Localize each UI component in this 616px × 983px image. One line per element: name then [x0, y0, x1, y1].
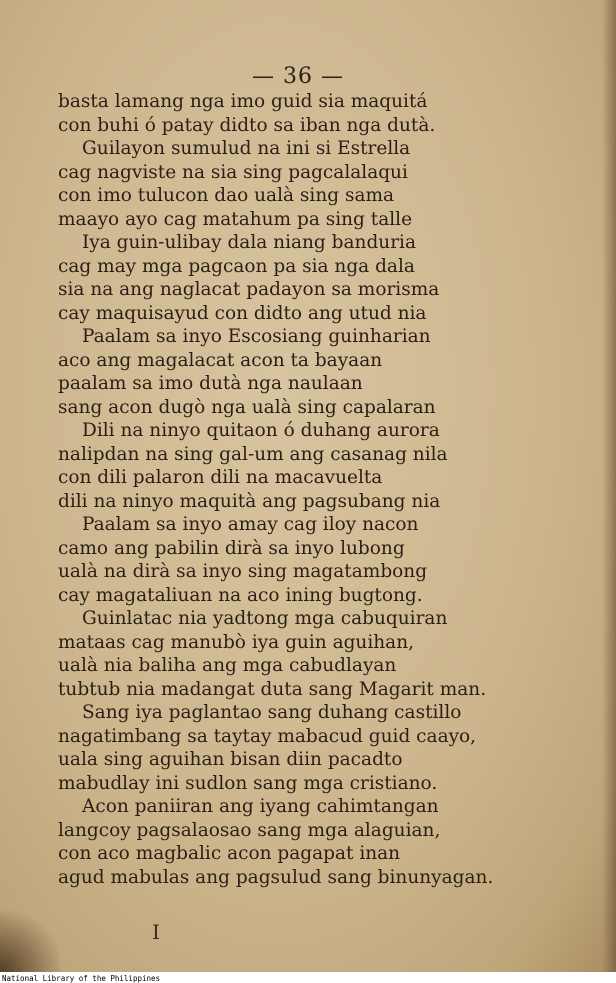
- text-line: dili na ninyo maquità ang pagsubang nia: [58, 490, 441, 512]
- text-line: con buhi ó patay didto sa iban nga dutà.: [58, 114, 436, 136]
- text-line: Acon paniiran ang iyang cahimtangan: [82, 796, 439, 817]
- text-line: cag may mga pagcaon pa sia nga dala: [58, 255, 415, 277]
- text-line: mabudlay ini sudlon sang mga cristiano.: [58, 772, 438, 794]
- text-line: langcoy pagsalaosao sang mga alaguian,: [58, 819, 441, 841]
- text-line: uala sing aguihan bisan diin pacadto: [58, 749, 403, 770]
- text-line: basta lamang nga imo guid sia maquitá: [58, 91, 428, 112]
- text-line: Sang iya paglantao sang duhang castillo: [82, 702, 462, 723]
- text-line: Paalam sa inyo amay cag iloy nacon: [82, 514, 419, 535]
- text-line: ualà nia baliha ang mga cabudlayan: [58, 655, 397, 676]
- text-line: nagatimbang sa taytay mabacud guid caayo,: [58, 725, 477, 747]
- text-line: Guilayon sumulud na ini si Estrella: [82, 138, 411, 159]
- page-number: — 36 —: [252, 64, 344, 89]
- footer-credit: National Library of the Philippines: [2, 974, 161, 983]
- text-line: Paalam sa inyo Escosiang guinharian: [82, 326, 431, 347]
- text-line: agud mabulas ang pagsulud sang binunyagan.: [58, 866, 494, 888]
- text-line: Iya guin-ulibay dala niang banduria: [82, 232, 416, 253]
- text-line: aco ang magalacat acon ta bayaan: [58, 349, 383, 371]
- text-line: cay maquisayud con didto ang utud nia: [58, 302, 427, 324]
- text-line: ualà na dirà sa inyo sing magatambong: [58, 561, 428, 582]
- text-line: paalam sa imo dutà nga naulaan: [58, 373, 363, 394]
- poem-text-block: [58, 90, 548, 889]
- text-line: camo ang pabilin dirà sa inyo lubong: [58, 537, 405, 559]
- text-line: con aco magbalic acon pagapat inan: [58, 843, 401, 864]
- text-line: Guinlatac nia yadtong mga cabuquiran: [82, 608, 448, 629]
- page-edge-shadow: [602, 0, 616, 972]
- stray-mark: I: [152, 920, 160, 944]
- text-line: cay magataliuan na aco ining bugtong.: [58, 584, 423, 606]
- text-line: sang acon dugò nga ualà sing capalaran: [58, 396, 436, 418]
- text-line: con dili palaron dili na macavuelta: [58, 467, 383, 488]
- text-line: nalipdan na sing gal-um ang casanag nila: [58, 443, 448, 465]
- text-line: con imo tulucon dao ualà sing sama: [58, 185, 395, 206]
- text-line: sia na ang naglacat padayon sa morisma: [58, 279, 440, 300]
- text-line: maayo ayo cag matahum pa sing talle: [58, 208, 413, 230]
- text-line: mataas cag manubò iya guin aguihan,: [58, 631, 415, 653]
- page-corner-shadow: [0, 902, 60, 972]
- text-line: cag nagviste na sia sing pagcalalaqui: [58, 161, 408, 183]
- text-line: tubtub nia madangat duta sang Magarit man.: [58, 678, 487, 700]
- text-line: Dili na ninyo quitaon ó duhang aurora: [82, 420, 440, 441]
